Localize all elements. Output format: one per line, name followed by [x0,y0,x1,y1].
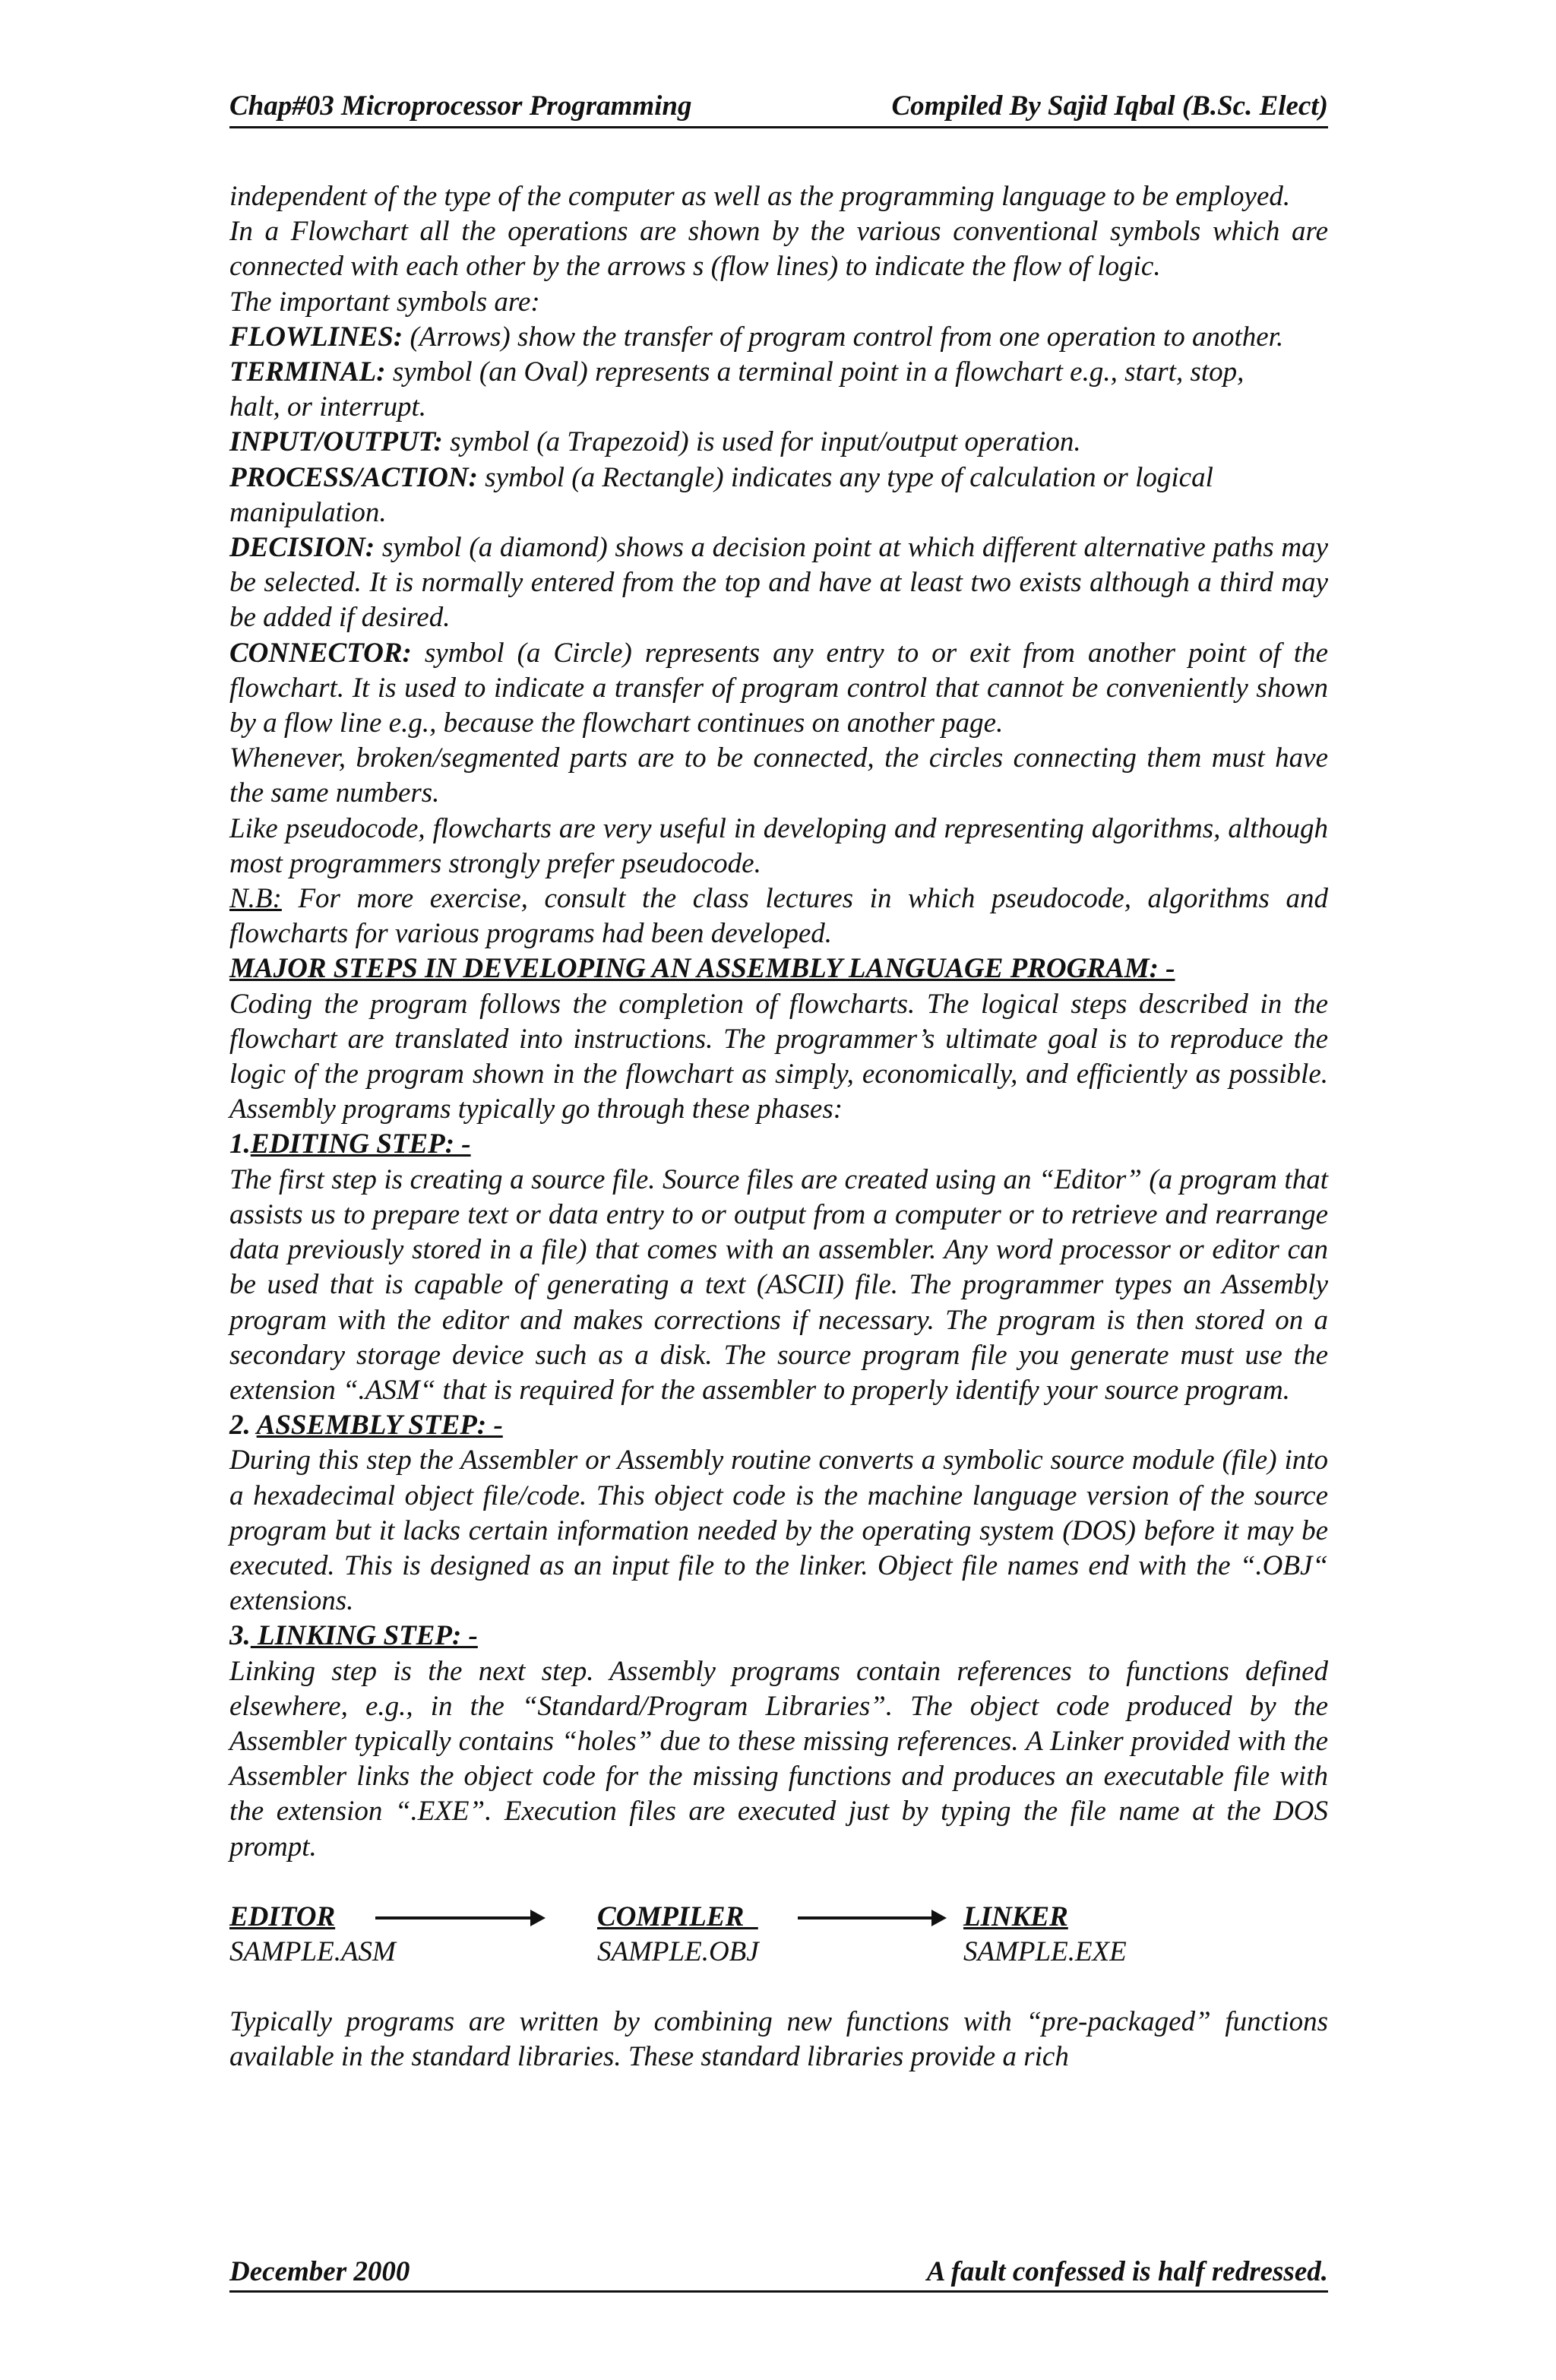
definition-terminal [229,355,1301,425]
section-heading-major-steps: MAJOR STEPS IN DEVELOPING AN ASSEMBLY LANGUAGE PROGRAM: - [229,953,1175,985]
definition-connector [229,636,1328,742]
definition-input-output [229,425,1328,460]
flow-arrow-right [375,1916,542,1920]
nb-text: For more exercise, consult the class lectures in which pseudocode, algorithms and flowcharts for various programs had been developed. [229,883,1328,950]
definition-text: (Arrows) show the transfer of program control from one operation to another. [403,321,1284,353]
paragraph-whenever: Whenever, broken/segmented parts are to be connected, the circles connecting them must have the same numbers. [229,742,1328,809]
flow-editor [229,1900,396,1970]
flow-compiler [597,1900,759,1970]
header-compiler-credit: Compiled By Sajid Iqbal (B.Sc. Elect) [891,90,1328,122]
flow-editor-file: SAMPLE.ASM [229,1935,396,1967]
term-flowlines: FLOWLINES: [229,321,403,353]
flow-arrow-right [798,1916,944,1920]
definition-process [229,460,1308,530]
paragraph-typically: Typically programs are written by combining new functions with “pre-packaged” functions available in the standard libraries. These standard libraries provide a rich [229,2005,1328,2072]
term-connector: CONNECTOR: [229,637,412,669]
flow-editor-title: EDITOR [229,1901,336,1932]
build-flow-diagram [229,1900,1328,1970]
term-input-output: INPUT/OUTPUT: [229,426,443,458]
step-heading-linking [229,1619,1328,1654]
definition-text: symbol (a Trapezoid) is used for input/output operation. [442,426,1081,458]
flow-compiler-title: COMPILER [597,1901,758,1932]
paragraph-intro: independent of the type of the computer as well as the programming language to be employed. [229,181,1291,212]
definition-flowlines [229,320,1328,355]
paragraph-editing: The first step is creating a source file. Source files are created using an “Editor” (a program that assists us to prepare text or data entry to or output from a computer or to retrieve and rearrange data previously stored in a file) that comes with an assembler. Any word processor or editor can be used that is capable of generating a text (ASCII) file. The programmer types an Assembly program with the editor and makes corrections if necessary. The program is then stored on a secondary storage device such as a disk. The source program file you generate must use the extension “.ASM“ that is required for the assembler to properly identify your source program. [229,1163,1328,1406]
term-terminal: TERMINAL: [229,356,386,388]
flow-linker [963,1900,1127,1970]
definition-text: symbol (a Circle) represents any entry to or exit from another point of the flowchart. It is used to indicate a transfer of program control that cannot be conveniently shown by a flow line e.g., because the flowchart continues on another page. [229,637,1328,739]
footer-quote: A fault confessed is half redressed. [926,2256,1328,2287]
page-footer [229,2255,1328,2293]
definition-text: symbol (an Oval) represents a terminal point in a flowchart e.g., start, stop, halt, or interrupt. [229,356,1244,423]
paragraph-like-pseudocode: Like pseudocode, flowcharts are very useful in developing and representing algorithms, although most programmers strongly prefer pseudocode. [229,812,1328,879]
page-header [229,90,1328,128]
paragraph-coding: Coding the program follows the completion of flowcharts. The logical steps described in the flowchart are translated into instructions. The programmer’s ultimate goal is to reproduce the logic of the program shown in the flowchart as simply, economically, and efficiently as possible. Assembly programs typically go through these phases: [229,988,1328,1125]
header-chapter-title: Chap#03 Microprocessor Programming [229,90,692,122]
flow-linker-title: LINKER [963,1901,1068,1932]
note-nb [229,881,1328,951]
paragraph-flowchart: In a Flowchart all the operations are shown by the various conventional symbols which are connected with each other by the arrows s (flow lines) to indicate the flow of logic. [229,216,1328,283]
paragraph-important-symbols: The important symbols are: [229,286,540,318]
nb-label: N.B: [229,883,282,915]
step-heading-assembly [229,1408,1328,1443]
step-number: 3. [229,1620,251,1652]
definition-text: symbol (a diamond) shows a decision point at which different alternative paths may be selected. It is normally entered from the top and have at least two exists although a third may be added if desired. [229,532,1328,634]
page-body [229,179,1328,2075]
step-title: EDITING STEP: - [250,1128,471,1160]
paragraph-assembly: During this step the Assembler or Assembly routine converts a symbolic source module (file) into a hexadecimal object file/code. This object code is the machine language version of the source program but it lacks certain information needed by the operating system (DOS) before it may be executed. This is designed as an input file to the linker. Object file names end with the “.OBJ“ extensions. [229,1445,1328,1617]
step-number: 1. [229,1128,251,1160]
step-title: LINKING STEP: - [250,1620,478,1652]
footer-date: December 2000 [229,2256,410,2287]
paragraph-linking: Linking step is the next step. Assembly programs contain references to functions defined elsewhere, e.g., in the “Standard/Program Libraries”. The object code produced by the Assembler typically contains “holes” due to these missing references. A Linker provided with the Assembler links the object code for the missing functions and produces an executable file with the extension “.EXE”. Execution files are executed just by typing the file name at the DOS prompt. [229,1655,1328,1863]
step-heading-editing [229,1127,1328,1162]
term-decision: DECISION: [229,532,375,564]
step-number: 2. [229,1410,257,1442]
flow-linker-file: SAMPLE.EXE [963,1935,1127,1967]
term-process: PROCESS/ACTION: [229,461,478,493]
step-title: ASSEMBLY STEP: - [256,1410,503,1442]
definition-text: symbol (a Rectangle) indicates any type of calculation or logical manipulation. [229,461,1213,528]
definition-decision [229,530,1328,636]
flow-compiler-file: SAMPLE.OBJ [597,1935,759,1967]
